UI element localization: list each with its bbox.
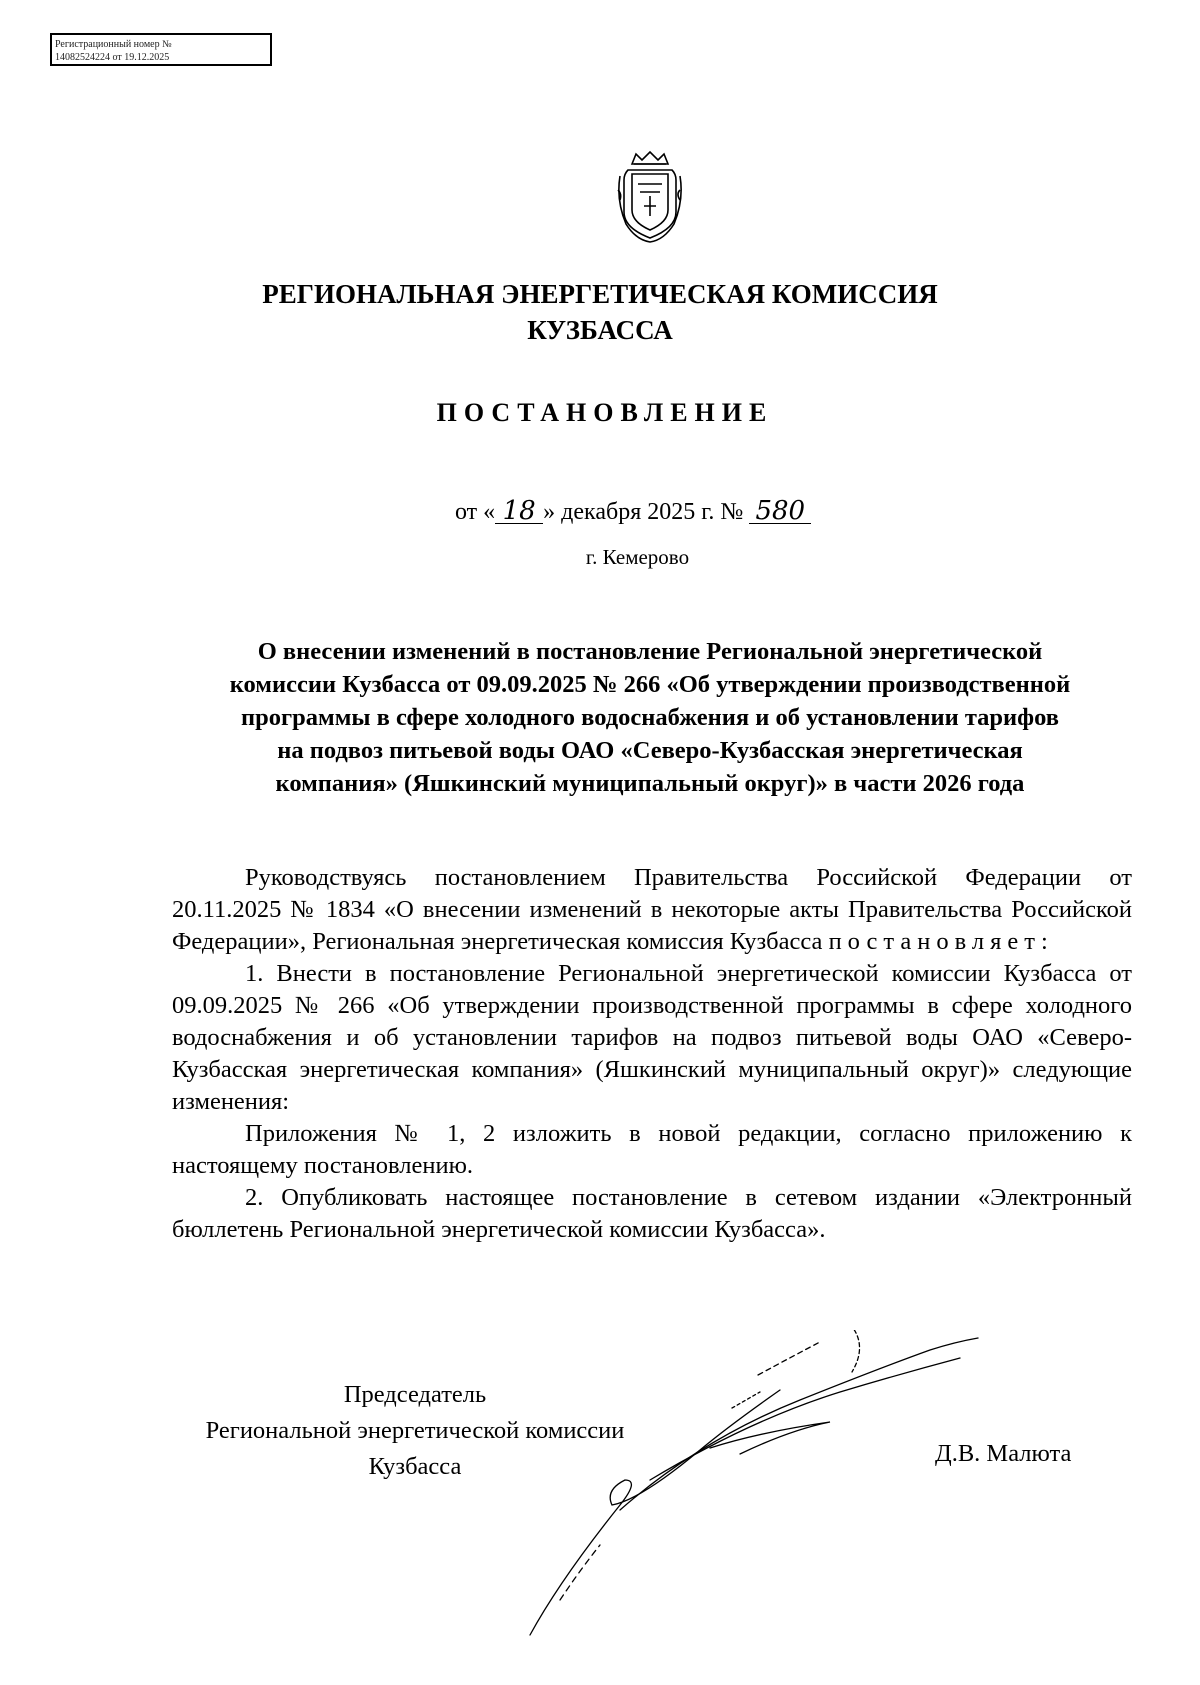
- registration-stamp-number: 14082524224 от 19.12.2025: [55, 52, 170, 63]
- preamble-paragraph: [172, 862, 1132, 958]
- subject-line: комиссии Кузбасса от 09.09.2025 № 266 «Об утверждении производственной: [229, 671, 1071, 698]
- date-prefix: от «: [455, 499, 496, 525]
- item-2-paragraph: 2. Опубликовать настоящее постановление в сетевом издании «Электронный бюллетень Региональной энергетической комиссии Кузбасса».: [172, 1184, 1132, 1243]
- handwritten-day-value: 18: [502, 496, 536, 526]
- organization-name-line2: КУЗБАССА: [527, 315, 673, 345]
- handwritten-signature: [500, 1330, 1080, 1650]
- signatory-title-line3: Кузбасса: [368, 1453, 462, 1480]
- registration-stamp-label: Регистрационный номер №: [55, 39, 172, 50]
- date-line: [455, 496, 811, 526]
- preamble-text: Руководствуясь постановлением Правительства Российской Федерации от 20.11.2025 № 1834 «О внесении изменений в некоторые акты Правительства Российской Федерации», Региональная энергетическая комиссия Кузбасса: [172, 864, 1132, 955]
- organization-name-line1: РЕГИОНАЛЬНАЯ ЭНЕРГЕТИЧЕСКАЯ КОМИССИЯ: [262, 279, 938, 309]
- date-middle: » декабря 2025 г. №: [543, 499, 744, 525]
- signatory-title-line2: Региональной энергетической комиссии: [205, 1417, 625, 1444]
- document-body: [172, 862, 1132, 1246]
- subject-line: программы в сфере холодного водоснабжения и об установлении тарифов: [241, 704, 1059, 731]
- item-1-sub-paragraph: Приложения № 1, 2 изложить в новой редакции, согласно приложению к настоящему постановлению.: [172, 1120, 1132, 1179]
- coat-of-arms-icon: [614, 150, 686, 246]
- handwritten-number-value: 580: [755, 496, 806, 526]
- signatory-name: Д.В. Малюта: [935, 1440, 1072, 1467]
- resolves-keyword: постановляет:: [828, 928, 1054, 955]
- subject-line: О внесении изменений в постановление Региональной энергетической: [257, 638, 1043, 665]
- organization-name: [0, 276, 1200, 348]
- signatory-title-line1: Председатель: [343, 1381, 487, 1408]
- handwritten-day: [495, 496, 543, 526]
- subject-line: компания» (Яшкинский муниципальный округ)» в части 2026 года: [275, 770, 1025, 797]
- registration-stamp: [50, 33, 272, 66]
- document-type: ПОСТАНОВЛЕНИЕ: [436, 398, 774, 427]
- city: г. Кемерово: [585, 545, 690, 569]
- subject-line: на подвоз питьевой воды ОАО «Северо-Кузбасская энергетическая: [277, 737, 1023, 764]
- handwritten-number: [749, 496, 811, 526]
- document-subject: [165, 635, 1135, 800]
- item-1-paragraph: 1. Внести в постановление Региональной энергетической комиссии Кузбасса от 09.09.2025 № 266 «Об утверждении производственной программы в сфере холодного водоснабжения и об установлении тарифов на подвоз питьевой воды ОАО «Северо-Кузбасская энергетическая компания» (Яшкинский муниципальный округ)» следующие изменения:: [172, 960, 1132, 1115]
